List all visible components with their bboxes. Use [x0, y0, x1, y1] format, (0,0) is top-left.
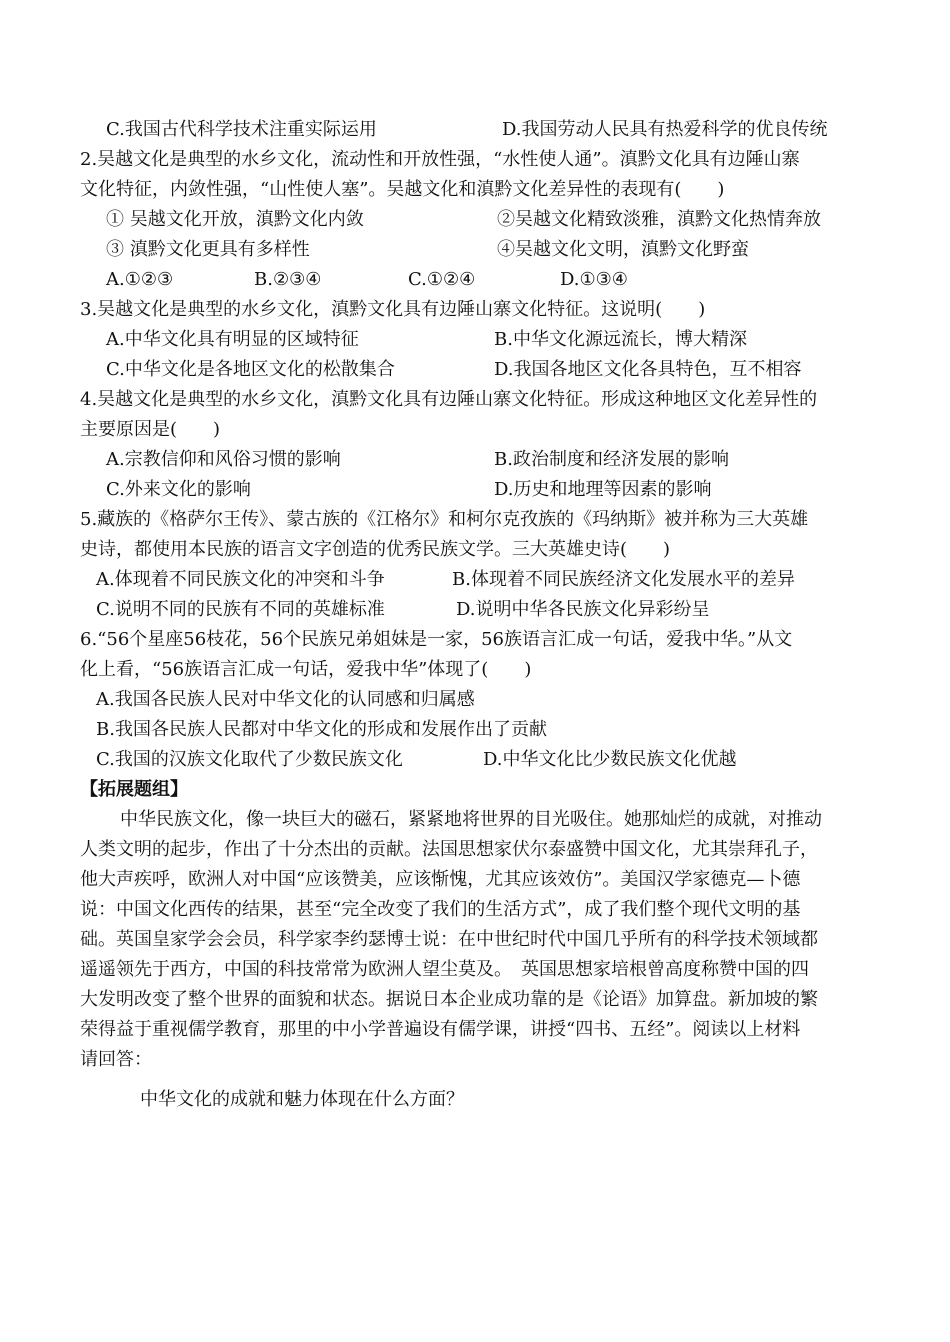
extension-paragraph-line: 请回答：	[80, 1049, 152, 1070]
q1-option-c: C.我国古代科学技术注重实际运用	[106, 119, 377, 140]
extension-paragraph-line: 遥遥领先于西方，中国的科技常常为欧洲人望尘莫及。 英国思想家培根曾高度称赞中国的四	[80, 959, 809, 980]
q2-statement-4: ④吴越文化文明，滇黔文化野蛮	[497, 239, 749, 260]
q4-option-c: C.外来文化的影响	[106, 479, 251, 500]
q3-option-a: A.中华文化具有明显的区域特征	[106, 329, 359, 350]
extension-paragraph-line: 人类文明的起步，作出了十分杰出的贡献。法国思想家伏尔泰盛赞中国文化，尤其崇拜孔子，	[80, 839, 818, 860]
q1-option-d: D.我国劳动人民具有热爱科学的优良传统	[502, 119, 828, 140]
q2-stem-line2: 文化特征，内敛性强，“山性使人塞”。吴越文化和滇黔文化差异性的表现有( )	[80, 179, 725, 200]
q3-stem: 3.吴越文化是典型的水乡文化，滇黔文化具有边陲山寨文化特征。这说明( )	[80, 299, 706, 320]
q2-statement-3: ③ 滇黔文化更具有多样性	[106, 239, 310, 260]
q4-stem-line2: 主要原因是( )	[80, 419, 221, 440]
q6-stem-line2: 化上看，“56族语言汇成一句话，爱我中华”体现了( )	[80, 659, 532, 680]
extension-paragraph-line: 中华民族文化，像一块巨大的磁石，紧紧地将世界的目光吸住。她那灿烂的成就，对推动	[120, 809, 822, 830]
q3-option-d: D.我国各地区文化各具特色，互不相容	[494, 359, 802, 380]
q6-option-c: C.我国的汉族文化取代了少数民族文化	[96, 749, 403, 770]
q5-stem-line2: 史诗，都使用本民族的语言文字创造的优秀民族文学。三大英雄史诗( )	[80, 539, 671, 560]
q4-option-a: A.宗教信仰和风俗习惯的影响	[106, 449, 341, 470]
extension-paragraph-line: 大发明改变了整个世界的面貌和状态。据说日本企业成功靠的是《论语》加算盘。新加坡的繁	[80, 989, 818, 1010]
q2-option-a: A.①②③	[106, 269, 174, 290]
q6-option-a: A.我国各民族人民对中华文化的认同感和归属感	[96, 689, 475, 710]
q5-option-b: B.体现着不同民族经济文化发展水平的差异	[452, 569, 795, 590]
q2-option-c: C.①②④	[408, 269, 476, 290]
q6-option-d: D.中华文化比少数民族文化优越	[483, 749, 737, 770]
q4-option-b: B.政治制度和经济发展的影响	[494, 449, 729, 470]
q2-statement-2: ②吴越文化精致淡雅，滇黔文化热情奔放	[497, 209, 821, 230]
q5-stem-line1: 5.藏族的《格萨尔王传》、蒙古族的《江格尔》和柯尔克孜族的《玛纳斯》被并称为三大英雄	[80, 509, 809, 530]
extension-paragraph-line: 荣得益于重视儒学教育，那里的中小学普遍设有儒学课，讲授“四书、五经”。阅读以上材料	[80, 1019, 801, 1040]
q3-option-c: C.中华文化是各地区文化的松散集合	[106, 359, 395, 380]
q5-option-a: A.体现着不同民族文化的冲突和斗争	[96, 569, 385, 590]
extension-heading: 【拓展题组】	[80, 779, 188, 800]
q6-option-b: B.我国各民族人民都对中华文化的形成和发展作出了贡献	[96, 719, 547, 740]
q5-option-c: C.说明不同的民族有不同的英雄标准	[96, 599, 385, 620]
extension-paragraph-line: 他大声疾呼，欧洲人对中国“应该赞美，应该惭愧，尤其应该效仿”。美国汉学家德克—卜德	[80, 869, 801, 890]
extension-paragraph-line: 说：中国文化西传的结果，甚至“完全改变了我们的生活方式”，成了我们整个现代文明的基	[80, 899, 801, 920]
extension-question: 中华文化的成就和魅力体现在什么方面？	[140, 1089, 464, 1110]
q3-option-b: B.中华文化源远流长，博大精深	[494, 329, 747, 350]
q6-stem-line1: 6.“56个星座56枝花，56个民族兄弟姐妹是一家，56族语言汇成一句话，爱我中华。”从文	[80, 629, 793, 650]
q5-option-d: D.说明中华各民族文化异彩纷呈	[456, 599, 710, 620]
q2-option-d: D.①③④	[560, 269, 628, 290]
q4-stem-line1: 4.吴越文化是典型的水乡文化，滇黔文化具有边陲山寨文化特征。形成这种地区文化差异性的	[80, 389, 818, 410]
q2-stem-line1: 2.吴越文化是典型的水乡文化，流动性和开放性强，“水性使人通”。滇黔文化具有边陲山寨	[80, 149, 800, 170]
extension-paragraph-line: 础。英国皇家学会会员，科学家李约瑟博士说：在中世纪时代中国几乎所有的科学技术领域都	[80, 929, 818, 950]
q2-statement-1: ① 吴越文化开放，滇黔文化内敛	[106, 209, 364, 230]
q2-option-b: B.②③④	[254, 269, 322, 290]
q4-option-d: D.历史和地理等因素的影响	[494, 479, 712, 500]
